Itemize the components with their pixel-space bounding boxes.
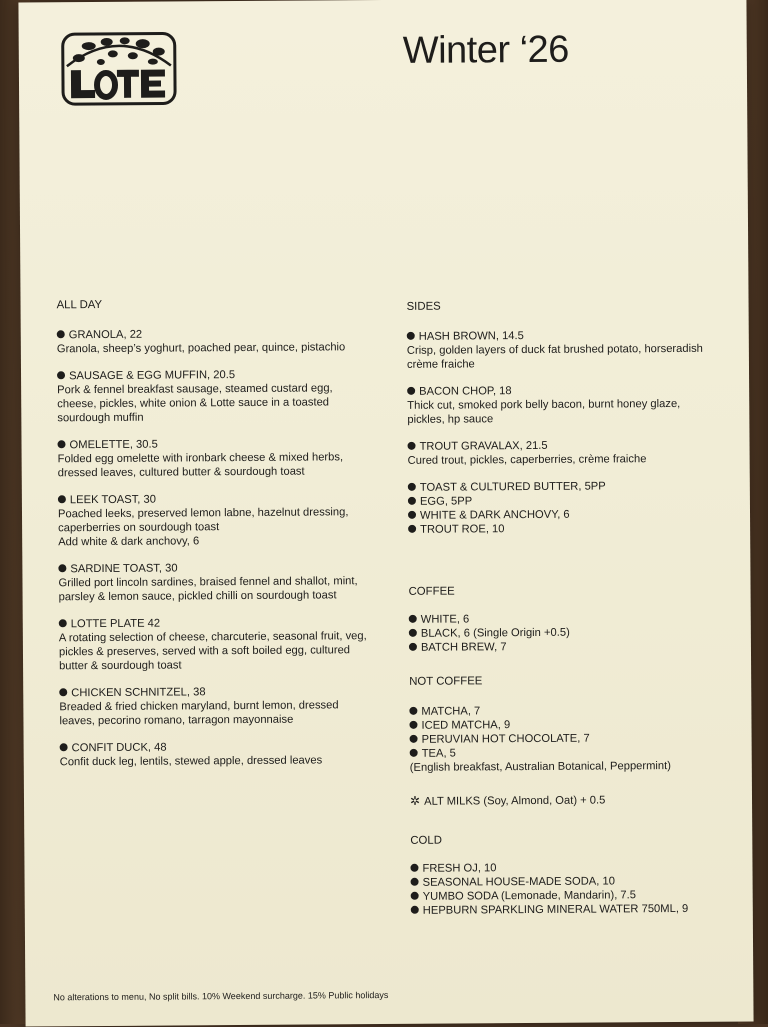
item-title: HASH BROWN, 14.5 [418, 330, 524, 343]
item-description: Thick cut, smoked pork belly bacon, burnt honey glaze, pickles, hp sauce [407, 397, 681, 426]
item-title: BACON CHOP, 18 [419, 385, 512, 398]
bullet-icon [409, 643, 417, 651]
item-description: Folded egg omelette with ironbark cheese & mixed herbs, dressed leaves, cultured butter & sourdough toast [57, 451, 344, 480]
list-item: TROUT ROE, 10 [408, 521, 728, 537]
bullet-icon [57, 440, 65, 448]
item-description: Confit duck leg, lentils, stewed apple, dressed leaves [59, 754, 323, 769]
bullet-icon [410, 735, 418, 743]
footer-policy-note: No alterations to menu, No split bills. 10% Weekend surcharge. 15% Public holidays [53, 989, 389, 1003]
list-item: ICED MATCHA, 9 [409, 717, 729, 733]
bullet-icon [410, 749, 418, 757]
asterisk-icon: ✲ [409, 793, 421, 808]
item-title: GRANOLA, 22 [68, 328, 143, 342]
list-item: FRESH OJ, 10 [410, 860, 730, 876]
list-item: EGG, 5PP [408, 493, 728, 509]
section-heading-sides: SIDES [406, 300, 441, 313]
section-heading-all-day: ALL DAY [56, 298, 103, 312]
bullet-icon [407, 387, 415, 395]
item-title: LOTTE PLATE 42 [70, 617, 161, 631]
bullet-icon [411, 906, 419, 914]
menu-item-confit-duck [60, 739, 380, 769]
menu-sheet [18, 0, 753, 1027]
bullet-icon [57, 371, 65, 379]
menu-item-leek-toast [58, 491, 378, 549]
coffee-list [409, 611, 729, 655]
bullet-icon [411, 892, 419, 900]
section-heading-not-coffee: NOT COFFEE [409, 675, 483, 688]
menu-item-chicken-schnitzel [59, 684, 379, 728]
list-item: SEASONAL HOUSE-MADE SODA, 10 [411, 874, 731, 890]
bullet-icon [409, 707, 417, 715]
item-title: CHICKEN SCHNITZEL, 38 [71, 686, 206, 700]
item-description: Crisp, golden layers of duck fat brushed potato, horseradish crème fraiche [406, 342, 703, 371]
all-day-section [57, 296, 380, 782]
menu-item-sardine-toast [58, 560, 378, 604]
bullet-icon [408, 511, 416, 519]
item-description: Pork & fennel breakfast sausage, steamed custard egg, cheese, pickles, white onion & Lotte sauce in a toasted sourdough muffin [57, 382, 333, 425]
bullet-icon [409, 721, 417, 729]
bullet-icon [409, 615, 417, 623]
list-item: TEA, 5 [410, 745, 730, 761]
menu-item-omelette [57, 436, 377, 480]
bullet-icon [59, 619, 67, 627]
bullet-icon [408, 525, 416, 533]
item-description: Cured trout, pickles, caperberries, crème fraiche [407, 453, 647, 467]
list-item: WHITE & DARK ANCHOVY, 6 [408, 507, 728, 523]
item-title: SAUSAGE & EGG MUFFIN, 20.5 [69, 369, 236, 383]
menu-item-granola [57, 326, 377, 356]
bullet-icon [60, 743, 68, 751]
item-title: TROUT GRAVALAX, 21.5 [419, 439, 548, 453]
list-item: WHITE, 6 [409, 611, 729, 627]
cold-list [410, 860, 730, 918]
bullet-icon [409, 629, 417, 637]
menu-item-hash-brown [407, 328, 727, 372]
menu-item-bacon-chop [407, 383, 727, 427]
bullet-icon [59, 688, 67, 696]
list-item: BLACK, 6 (Single Origin +0.5) [409, 625, 729, 641]
bullet-icon [408, 442, 416, 450]
bullet-icon [411, 878, 419, 886]
bullet-icon [58, 564, 66, 572]
item-title: OMELETTE, 30.5 [69, 438, 158, 452]
list-item: MATCHA, 7 [409, 703, 729, 719]
bullet-icon [408, 483, 416, 491]
list-item: TOAST & CULTURED BUTTER, 5PP [408, 479, 728, 495]
item-title: LEEK TOAST, 30 [69, 493, 156, 507]
bullet-icon [57, 330, 65, 338]
section-heading-cold: COLD [410, 834, 442, 847]
menu-item-sausage-egg-muffin [57, 367, 377, 425]
list-item: BATCH BREW, 7 [409, 639, 729, 655]
tea-note: (English breakfast, Australian Botanical, Peppermint) [409, 760, 672, 774]
season-title: Winter ‘26 [402, 28, 569, 72]
bullet-icon [58, 495, 66, 503]
bullet-icon [408, 497, 416, 505]
side-extras-list [408, 479, 728, 537]
menu-item-trout-gravalax [407, 438, 727, 468]
item-title: SARDINE TOAST, 30 [70, 562, 178, 576]
item-description: Breaded & fried chicken maryland, burnt lemon, dressed leaves, pecorino romano, tarragon mayonnaise [59, 699, 339, 728]
item-description: Granola, sheep’s yoghurt, poached pear, quince, pistachio [56, 341, 346, 356]
item-description: Grilled port lincoln sardines, braised fennel and shallot, mint, parsley & lemon sauce, pickled chilli on sourdough toast [58, 575, 358, 604]
item-description: Poached leeks, preserved lemon labne, hazelnut dressing, caperberries on sourdough toast Add white & dark anchovy, 6 [57, 506, 349, 549]
list-item: HEPBURN SPARKLING MINERAL WATER 750ML, 9 [411, 902, 731, 918]
item-description: A rotating selection of cheese, charcuterie, seasonal fruit, veg, pickles & preserves, served with a soft boiled egg, cultured butter & sourdough toast [58, 630, 367, 673]
alt-milks-note: ✲ ALT MILKS (Soy, Almond, Oat) + 0.5 [409, 793, 606, 808]
item-title: CONFIT DUCK, 48 [71, 741, 167, 755]
bullet-icon [410, 864, 418, 872]
list-item: YUMBO SODA (Lemonade, Mandarin), 7.5 [411, 888, 731, 904]
bullet-icon [407, 332, 415, 340]
menu-item-lotte-plate [59, 615, 379, 673]
list-item: PERUVIAN HOT CHOCOLATE, 7 [410, 731, 730, 747]
not-coffee-list [409, 703, 729, 775]
drinks-and-sides-column [407, 298, 731, 918]
section-heading-coffee: COFFEE [408, 585, 455, 598]
lotte-logo [61, 31, 178, 106]
